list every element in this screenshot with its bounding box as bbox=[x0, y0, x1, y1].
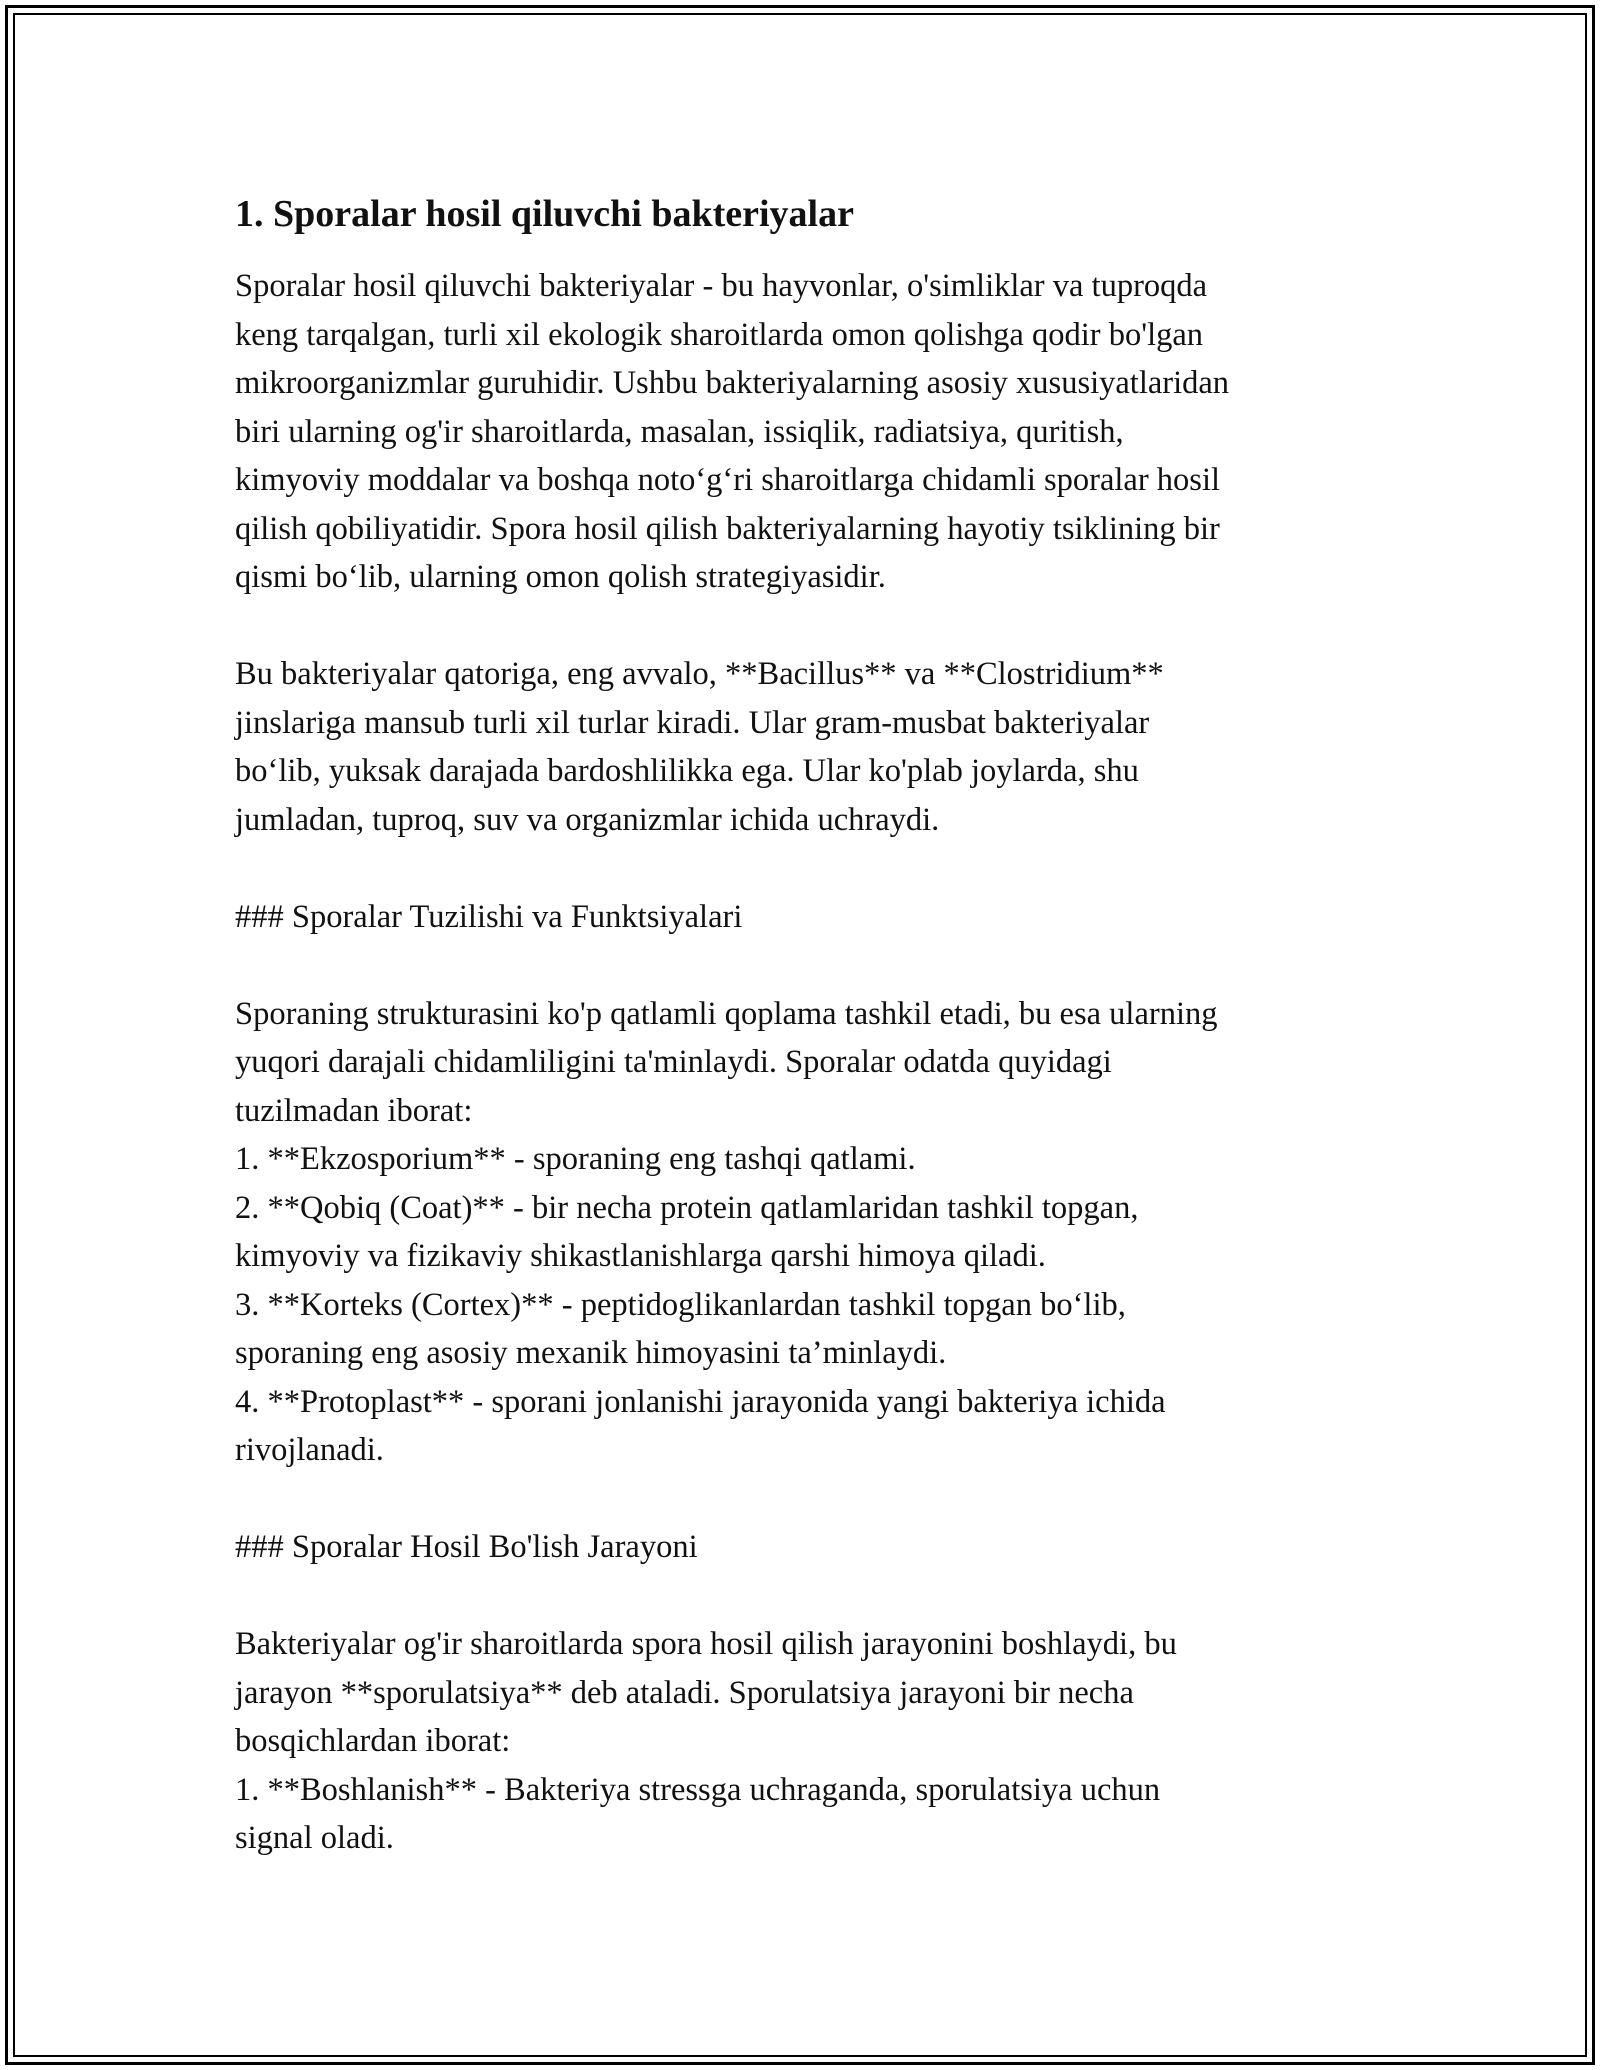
text-line: 1. **Boshlanish** - Bakteriya stressga uchraganda, sporulatsiya uchun bbox=[235, 1771, 1161, 1808]
section-heading-line: ### Sporalar Hosil Bo'lish Jarayoni bbox=[235, 1529, 698, 1565]
text-line: qilish qobiliyatidir. Spora hosil qilish bakteriyalarning hayotiy tsiklining bir bbox=[235, 510, 1220, 547]
text-line: bo‘lib, yuksak darajada bardoshlilikka ega. Ular ko'plab joylarda, shu bbox=[235, 753, 1139, 789]
text-line: 4. **Protoplast** - sporani jonlanishi jarayonida yangi bakteriya ichida bbox=[235, 1383, 1166, 1420]
text-line: Bakteriyalar og'ir sharoitlarda spora hosil qilish jarayonini boshlaydi, bu bbox=[235, 1626, 1177, 1662]
text-line: rivojlanadi. bbox=[235, 1432, 384, 1468]
text-line: tuzilmadan iborat: bbox=[235, 1092, 473, 1129]
blank-line bbox=[235, 602, 1365, 651]
text-line: Sporalar hosil qiluvchi bakteriyalar - bu hayvonlar, o'simliklar va tuproqda bbox=[235, 268, 1208, 304]
document-title: 1. Sporalar hosil qiluvchi bakteriyalar bbox=[235, 193, 854, 235]
text-line: bosqichlardan iborat: bbox=[235, 1723, 511, 1759]
text-line: biri ularning og'ir sharoitlarda, masalan, issiqlik, radiatsiya, quritish, bbox=[235, 413, 1124, 450]
text-line: Sporaning strukturasini ko'p qatlamli qoplama tashkil etadi, bu esa ularning bbox=[235, 995, 1218, 1032]
document-body bbox=[235, 188, 1365, 1863]
text-line: jinslariga mansub turli xil turlar kiradi. Ular gram-musbat bakteriyalar bbox=[235, 704, 1150, 741]
text-line: signal oladi. bbox=[235, 1820, 394, 1856]
blank-line bbox=[235, 1475, 1365, 1524]
section-heading-line: ### Sporalar Tuzilishi va Funktsiyalari bbox=[235, 898, 743, 935]
text-line: 3. **Korteks (Cortex)** - peptidoglikanlardan tashkil topgan bo‘lib, bbox=[235, 1286, 1126, 1323]
text-line: jumladan, tuproq, suv va organizmlar ichida uchraydi. bbox=[235, 801, 940, 838]
blank-line bbox=[235, 1572, 1365, 1621]
text-line: keng tarqalgan, turli xil ekologik sharoitlarda omon qolishga qodir bo'lgan bbox=[235, 316, 1204, 353]
document-text bbox=[235, 262, 1365, 1863]
text-line: qismi bo‘lib, ularning omon qolish strategiyasidir. bbox=[235, 559, 886, 595]
text-line: kimyoviy moddalar va boshqa noto‘g‘ri sharoitlarga chidamli sporalar hosil bbox=[235, 462, 1221, 498]
blank-line bbox=[235, 941, 1365, 990]
text-line: jarayon **sporulatsiya** deb ataladi. Sporulatsiya jarayoni bir necha bbox=[235, 1674, 1134, 1711]
text-line: kimyoviy va fizikaviy shikastlanishlarga qarshi himoya qiladi. bbox=[235, 1238, 1046, 1274]
text-line: sporaning eng asosiy mexanik himoyasini ta’minlaydi. bbox=[235, 1335, 947, 1371]
blank-line bbox=[235, 844, 1365, 893]
text-line: 1. **Ekzosporium** - sporaning eng tashqi qatlami. bbox=[235, 1141, 916, 1177]
text-line: mikroorganizmlar guruhidir. Ushbu bakteriyalarning asosiy xususiyatlaridan bbox=[235, 365, 1230, 401]
text-line: 2. **Qobiq (Coat)** - bir necha protein qatlamlaridan tashkil topgan, bbox=[235, 1189, 1139, 1226]
text-line: Bu bakteriyalar qatoriga, eng avvalo, **Bacillus** va **Clostridium** bbox=[235, 656, 1164, 692]
text-line: yuqori darajali chidamliligini ta'minlaydi. Sporalar odatda quyidagi bbox=[235, 1044, 1112, 1080]
